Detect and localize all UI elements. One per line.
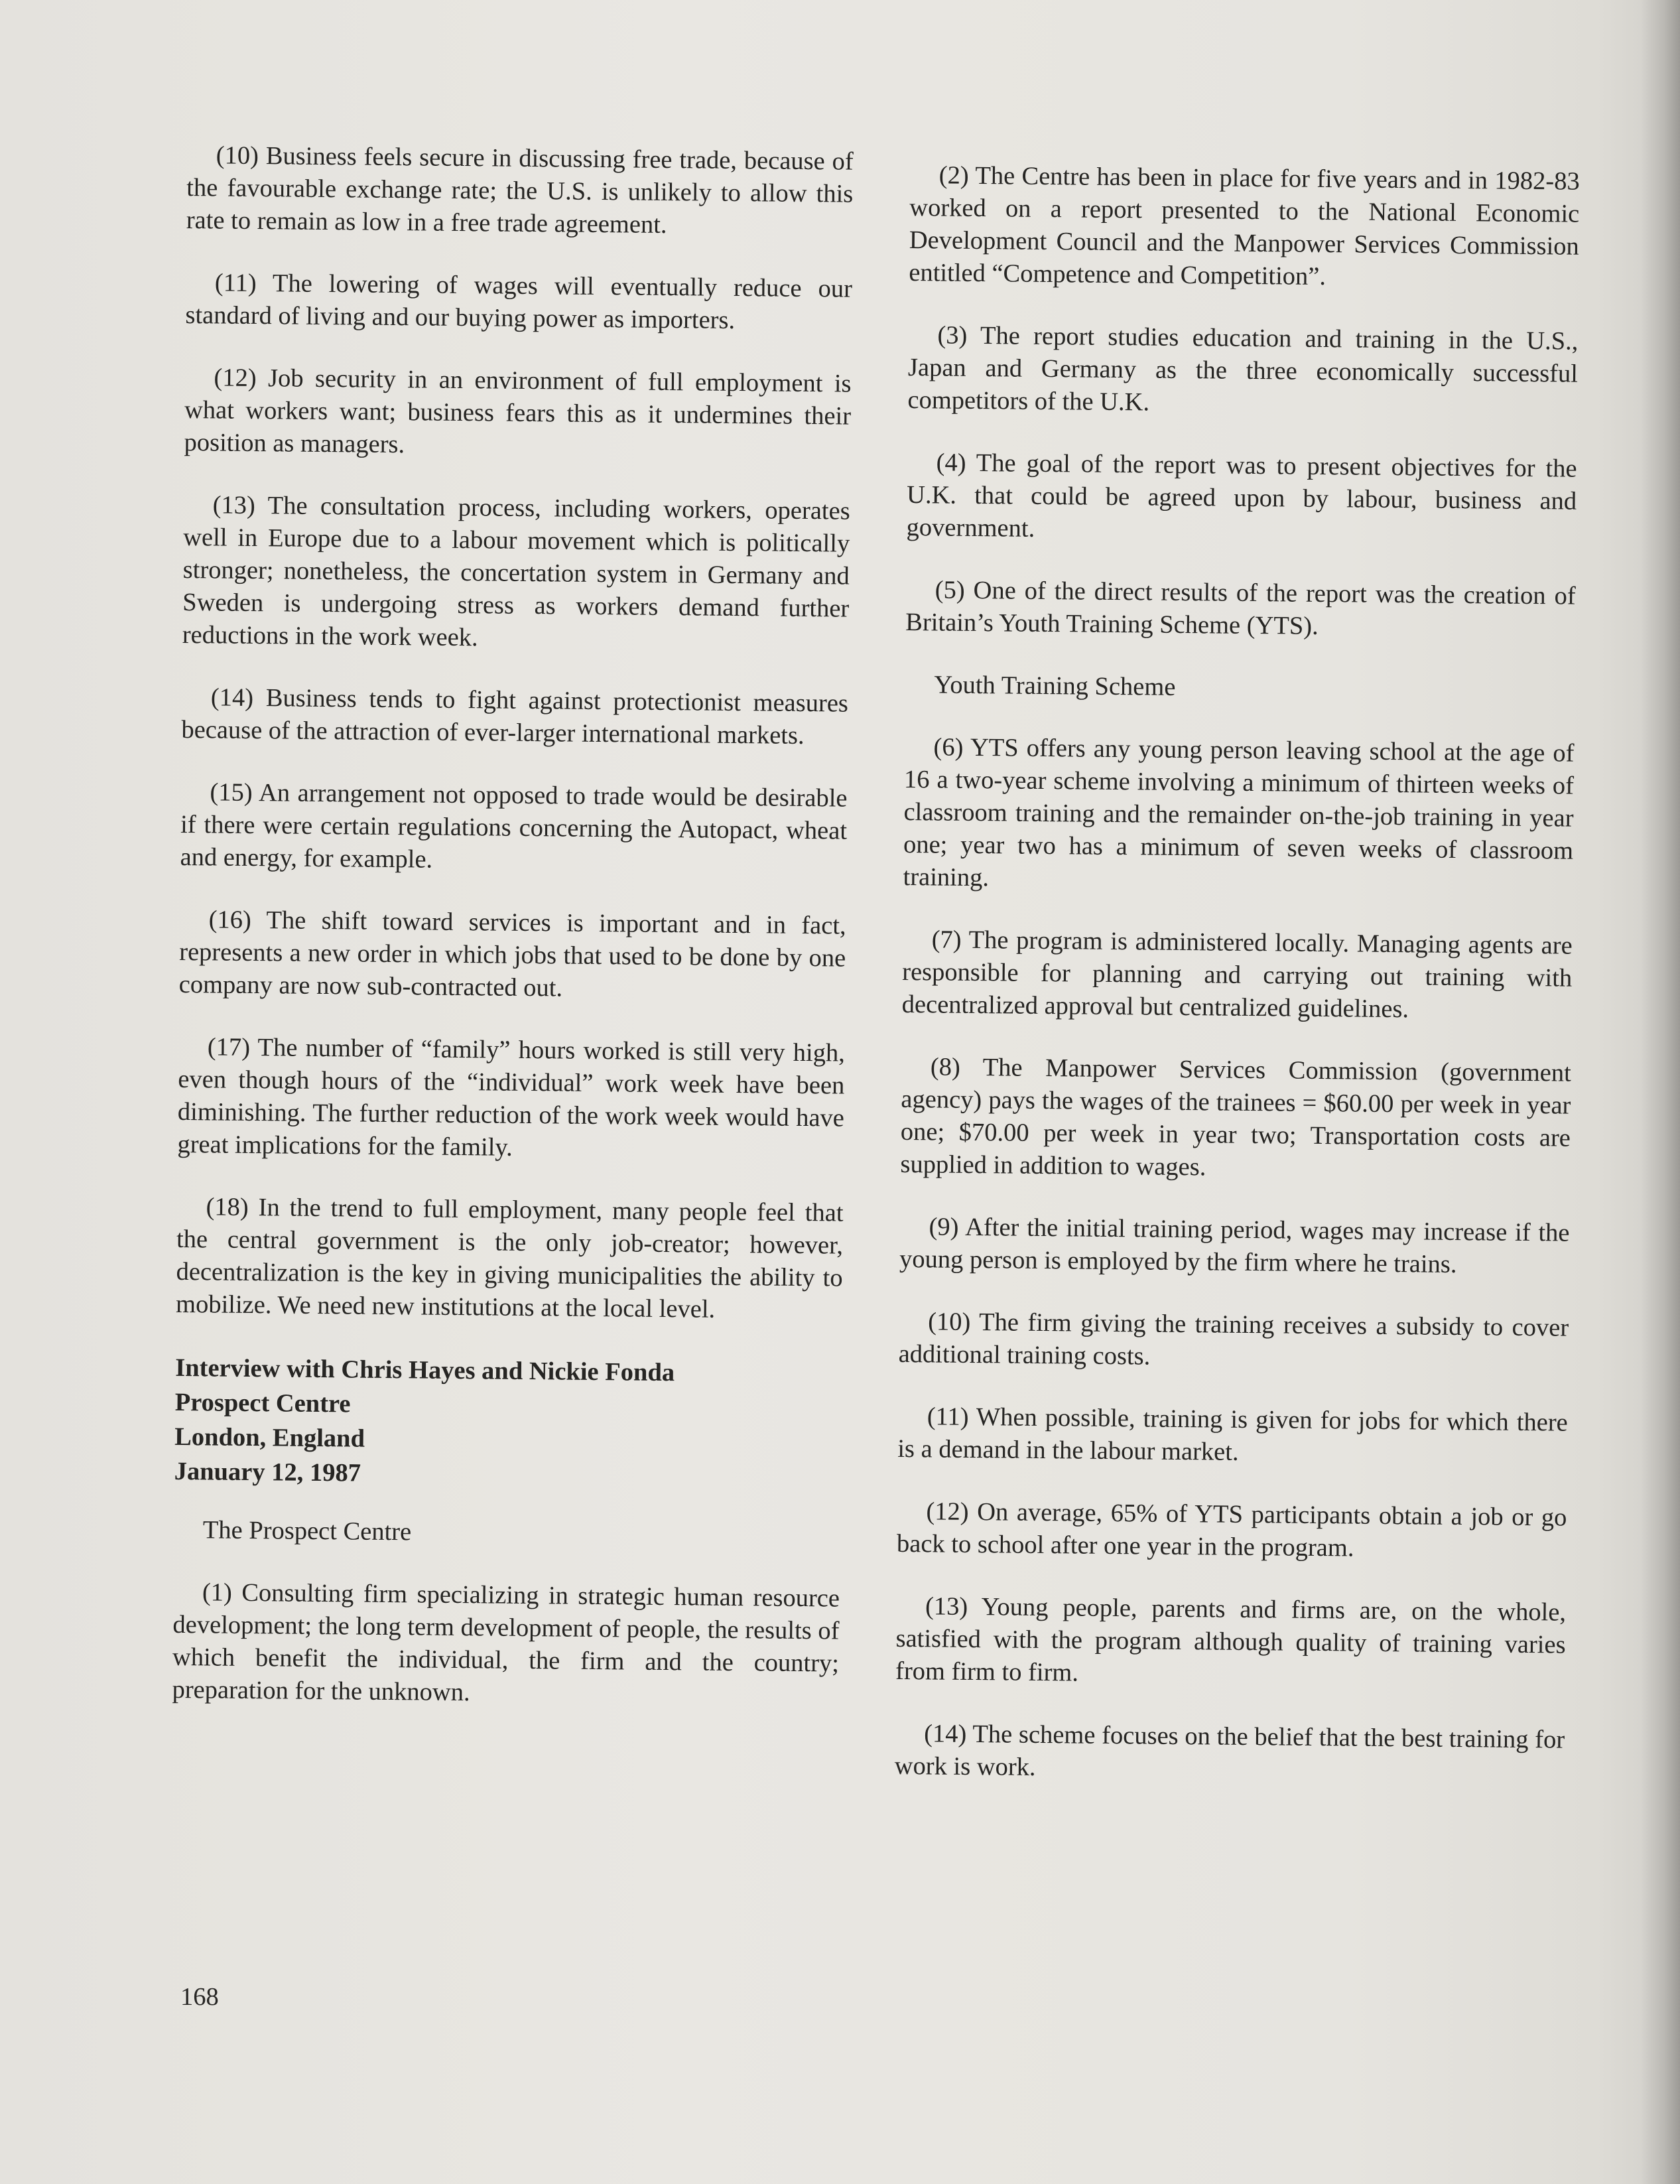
paragraph: (11) The lowering of wages will eventually reduce our standard of living and our buying power as importers. <box>185 269 853 334</box>
paragraph: (11) When possible, training is given for jobs for which there is a demand in the labour market. <box>897 1402 1568 1466</box>
paragraph: (3) The report studies education and training in the U.S., Japan and Germany as the three economically successful competitors of the U.K. <box>907 321 1579 417</box>
paragraph: (9) After the initial training period, wages may increase if the young person is employed by the firm where he trains. <box>899 1213 1570 1278</box>
paragraph: (10) Business feels secure in discussing free trade, because of the favourable exchange rate; the U.S. is unlikely to allow this rate to remain as low in a free trade agreement. <box>186 141 854 239</box>
paragraph: (1) Consulting firm specializing in strategic human resource development; the long term development of people, the results of which benefit the individual, the firm and the country; preparation for the unknown. <box>172 1578 840 1707</box>
paragraph: (4) The goal of the report was to present objectives for the U.K. that could be agreed upon by labour, business and government. <box>906 448 1577 543</box>
interview-organization: Prospect Centre <box>174 1388 351 1418</box>
left-column <box>172 139 854 1743</box>
right-column <box>894 159 1580 1819</box>
paragraph: (16) The shift toward services is important and in fact, represents a new order in which jobs that used to be done by one company are now sub-contracted out. <box>178 906 846 1002</box>
section-heading: Youth Training Scheme <box>934 671 1176 701</box>
paragraph: (5) One of the direct results of the report was the creation of Britain’s Youth Training Scheme (YTS). <box>905 576 1576 640</box>
interview-title: Interview with Chris Hayes and Nickie Fonda <box>175 1353 675 1387</box>
paragraph: (17) The number of “family” hours worked is still very high, even though hours of the “individual” work week have been diminishing. The further reduction of the work week would have great implications for the family. <box>177 1033 846 1162</box>
interview-location: London, England <box>174 1422 365 1453</box>
paragraph: (7) The program is administered locally. Managing agents are responsible for planning and carrying out training with decentralized approval but centralized guidelines. <box>901 925 1573 1024</box>
paragraph: (12) On average, 65% of YTS participants obtain a job or go back to school after one year in the program. <box>896 1497 1567 1562</box>
paragraph: (15) An arrangement not opposed to trade would be desirable if there were certain regulations concerning the Autopact, wheat and energy, for example. <box>180 778 848 874</box>
paragraph: (8) The Manpower Services Commission (government agency) pays the wages of the trainees = $60.00 per week in year one; $70.00 per week in year two; Transportation costs are supplied in addition to wages. <box>900 1053 1572 1182</box>
paragraph: (18) In the trend to full employment, many people feel that the central government is the only job-creator; however, decentralization is the key in giving municipalities the ability to mobilize. We need new institutions at the local level. <box>175 1193 844 1324</box>
paragraph: (13) Young people, parents and firms are, on the whole, satisfied with the program although quality of training varies from firm to firm. <box>895 1592 1567 1687</box>
interview-heading <box>174 1351 842 1495</box>
paragraph: (12) Job security in an environment of full employment is what workers want; business fears this as it undermines their position as managers. <box>184 364 852 459</box>
page-number: 168 <box>180 1983 219 2011</box>
section-heading: The Prospect Centre <box>202 1516 412 1546</box>
page-edge-shadow <box>1640 0 1680 2184</box>
interview-date: January 12, 1987 <box>174 1457 361 1487</box>
paragraph: (14) The scheme focuses on the belief that the best training for work is work. <box>894 1720 1565 1781</box>
paragraph: (10) The firm giving the training receives a subsidy to cover additional training costs. <box>898 1308 1569 1371</box>
paragraph: (13) The consultation process, including workers, operates well in Europe due to a labour movement which is politically stronger; nonetheless, the concertation system in Germany and Sweden is undergoing stress as workers demand further reductions in the work week. <box>182 491 850 652</box>
paragraph: (14) Business tends to fight against protectionist measures because of the attraction of ever-larger international markets. <box>181 683 849 750</box>
paragraph: (6) YTS offers any young person leaving school at the age of 16 a two-year scheme involving a minimum of thirteen weeks of classroom training and the remainder on-the-job training in year one; year two has a minimum of seven weeks of classroom training. <box>903 733 1575 892</box>
paragraph: (2) The Centre has been in place for five years and in 1982-83 worked on a report presented to the National Economic Development Council and the Manpower Services Commission entitled “Competence and Competition”. <box>909 161 1580 291</box>
